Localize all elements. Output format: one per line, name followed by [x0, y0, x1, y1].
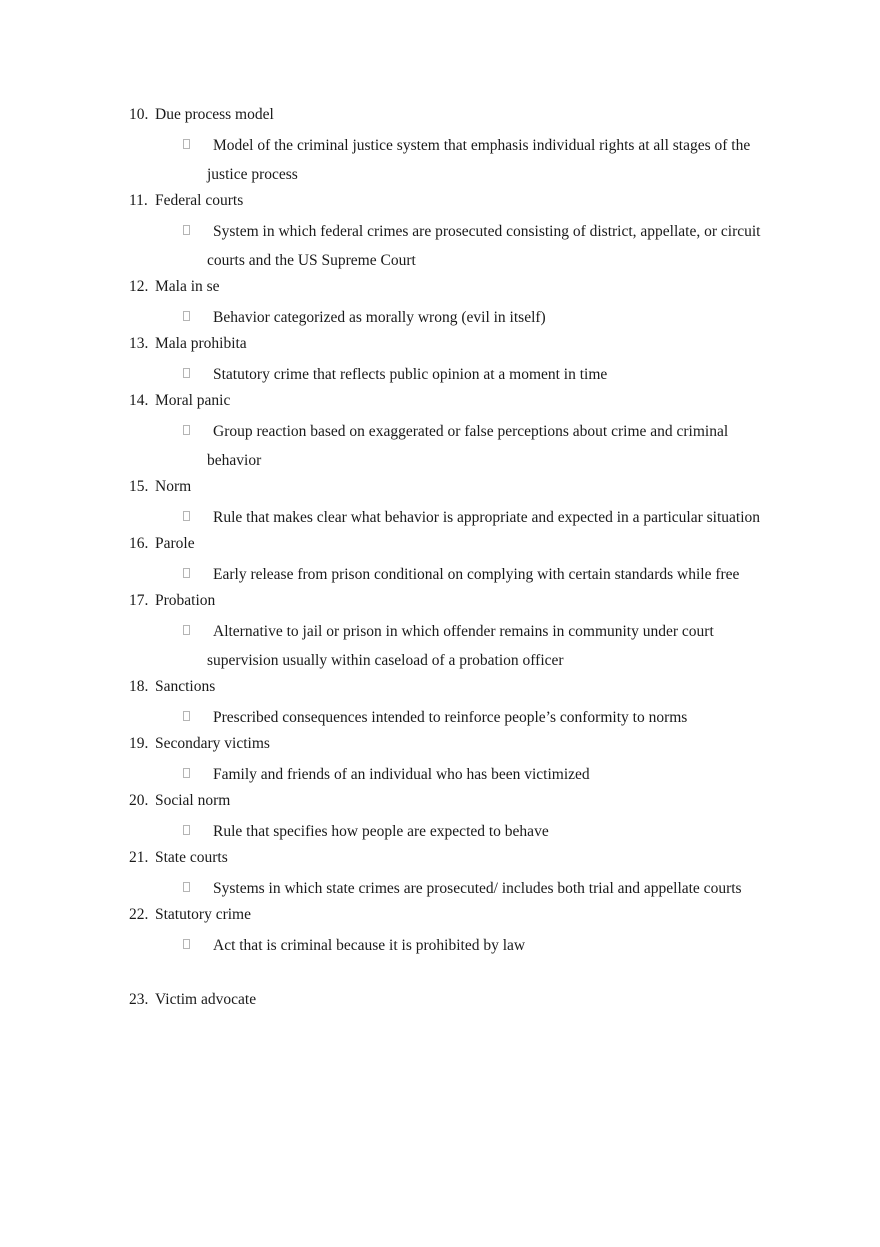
term-number: 11.	[129, 192, 148, 209]
definition-text: Rule that specifies how people are expected to behave	[213, 823, 549, 840]
bullet-box-icon	[183, 768, 190, 778]
bullet-box-icon	[183, 225, 190, 235]
definition-text: Behavior categorized as morally wrong (evil in itself)	[213, 309, 546, 326]
definition	[0, 931, 880, 960]
blank-line	[0, 960, 880, 988]
term-title: State courts	[155, 849, 228, 866]
glossary-list	[0, 103, 880, 1017]
glossary-entry	[0, 675, 880, 732]
bullet-box-icon	[183, 825, 190, 835]
definition	[0, 760, 880, 789]
term-title: Mala prohibita	[155, 335, 247, 352]
term-title: Mala in se	[155, 278, 220, 295]
term-number: 15.	[129, 478, 149, 495]
term-title: Due process model	[155, 106, 274, 123]
term-number: 19.	[129, 735, 149, 752]
term-title: Victim advocate	[155, 991, 257, 1008]
glossary-entry	[0, 275, 880, 332]
glossary-entry	[0, 589, 880, 675]
definition	[0, 817, 880, 846]
glossary-entry	[0, 903, 880, 960]
glossary-entry	[0, 389, 880, 475]
bullet-box-icon	[183, 939, 190, 949]
definition-text: Act that is criminal because it is prohibited by law	[213, 937, 526, 954]
glossary-entry	[0, 475, 880, 532]
definition-text: Prescribed consequences intended to reinforce people’s conformity to norms	[213, 709, 688, 726]
term-number: 16.	[129, 535, 149, 552]
bullet-box-icon	[183, 311, 190, 321]
term-number: 17.	[129, 592, 149, 609]
definition-text: System in which federal crimes are prosecuted consisting of district, appellate, or circuit courts and the US Supreme Court	[207, 223, 761, 269]
definition-text: Family and friends of an individual who has been victimized	[213, 766, 590, 783]
definition	[0, 617, 880, 675]
term-number: 23.	[129, 991, 149, 1008]
definition-text: Alternative to jail or prison in which offender remains in community under court supervision usually within caseload of a probation officer	[207, 623, 714, 669]
definition	[0, 360, 880, 389]
definition-text: Early release from prison conditional on complying with certain standards while free	[213, 566, 740, 583]
bullet-box-icon	[183, 425, 190, 435]
definition	[0, 417, 880, 475]
definition-text: Model of the criminal justice system that emphasis individual rights at all stages of the justice process	[207, 137, 751, 183]
glossary-entry	[0, 332, 880, 389]
term-number: 13.	[129, 335, 149, 352]
term-number: 22.	[129, 906, 149, 923]
term-number: 10.	[129, 106, 149, 123]
term-line	[0, 103, 880, 132]
term-line	[0, 275, 880, 304]
glossary-entry	[0, 988, 880, 1017]
term-title: Parole	[155, 535, 195, 552]
definition-text: Group reaction based on exaggerated or false perceptions about crime and criminal behavior	[207, 423, 729, 469]
definition	[0, 874, 880, 903]
definition	[0, 131, 880, 189]
term-line	[0, 846, 880, 875]
glossary-entry	[0, 846, 880, 903]
bullet-box-icon	[183, 711, 190, 721]
definition-text: Rule that makes clear what behavior is appropriate and expected in a particular situation	[213, 509, 761, 526]
bullet-box-icon	[183, 625, 190, 635]
term-number: 21.	[129, 849, 149, 866]
term-line	[0, 675, 880, 704]
term-line	[0, 389, 880, 418]
bullet-box-icon	[183, 511, 190, 521]
glossary-entry	[0, 103, 880, 189]
glossary-entry	[0, 789, 880, 846]
term-title: Federal courts	[155, 192, 244, 209]
term-title: Norm	[155, 478, 192, 495]
bullet-box-icon	[183, 139, 190, 149]
term-number: 18.	[129, 678, 149, 695]
term-line	[0, 332, 880, 361]
term-line	[0, 988, 880, 1017]
definition	[0, 503, 880, 532]
definition-text: Statutory crime that reflects public opinion at a moment in time	[213, 366, 608, 383]
definition	[0, 303, 880, 332]
term-number: 20.	[129, 792, 149, 809]
definition	[0, 703, 880, 732]
bullet-box-icon	[183, 368, 190, 378]
term-line	[0, 732, 880, 761]
glossary-entry	[0, 189, 880, 275]
term-title: Statutory crime	[155, 906, 251, 923]
glossary-entry	[0, 532, 880, 589]
term-line	[0, 189, 880, 218]
term-line	[0, 475, 880, 504]
term-number: 14.	[129, 392, 149, 409]
term-title: Moral panic	[155, 392, 231, 409]
definition-text: Systems in which state crimes are prosecuted/ includes both trial and appellate courts	[213, 880, 742, 897]
term-line	[0, 532, 880, 561]
definition	[0, 217, 880, 275]
term-title: Probation	[155, 592, 216, 609]
term-title: Sanctions	[155, 678, 216, 695]
term-line	[0, 589, 880, 618]
definition	[0, 560, 880, 589]
term-title: Social norm	[155, 792, 231, 809]
term-number: 12.	[129, 278, 149, 295]
term-line	[0, 789, 880, 818]
glossary-entry	[0, 732, 880, 789]
term-line	[0, 903, 880, 932]
term-title: Secondary victims	[155, 735, 270, 752]
bullet-box-icon	[183, 882, 190, 892]
bullet-box-icon	[183, 568, 190, 578]
